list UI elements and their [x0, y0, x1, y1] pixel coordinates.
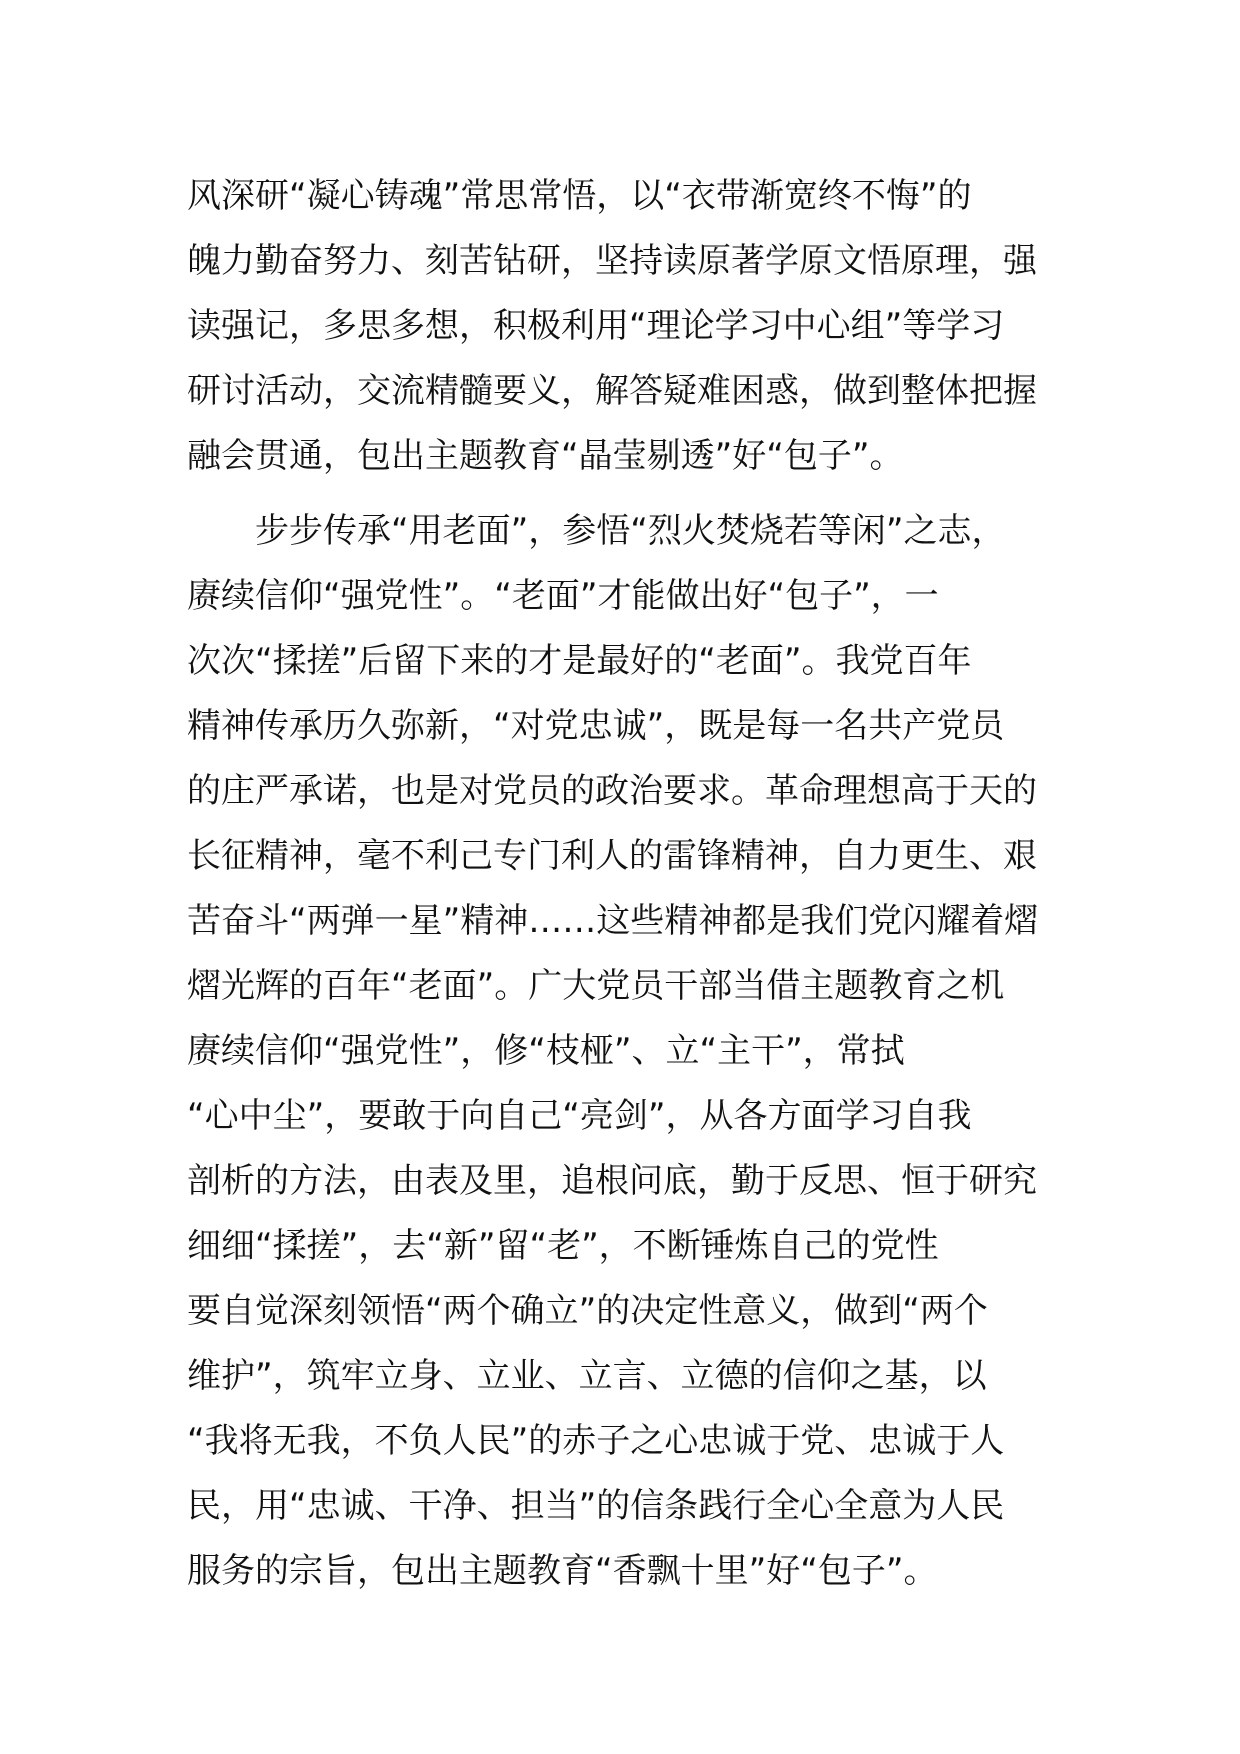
text-line: “心中尘”，要敢于向自己“亮剑”，从各方面学习自我	[187, 1096, 972, 1136]
text-line: 要自觉深刻领悟“两个确立”的决定性意义，做到“两个	[187, 1291, 988, 1331]
text-line: 赓续信仰“强党性”。“老面”才能做出好“包子”，一	[187, 576, 939, 616]
text-line: 维护”，筑牢立身、立业、立言、立德的信仰之基，以	[187, 1356, 987, 1396]
text-line: 细细“揉搓”，去“新”留“老”，不断锤炼自己的党性	[187, 1226, 939, 1266]
text-line: 精神传承历久弥新，“对党忠诚”，既是每一名共产党员	[187, 706, 1005, 746]
text-line: 民，用“忠诚、干净、担当”的信条践行全心全意为人民	[187, 1486, 1005, 1526]
text-line: 魄力勤奋努力、刻苦钻研，坚持读原著学原文悟原理，强	[187, 241, 1037, 281]
text-line: “我将无我，不负人民”的赤子之心忠诚于党、忠诚于人	[187, 1421, 1005, 1461]
text-line: 读强记，多思多想，积极利用“理论学习中心组”等学习	[187, 306, 1005, 346]
paragraph-2	[187, 499, 1067, 1604]
paragraph-1	[187, 164, 1067, 489]
text-line: 融会贯通，包出主题教育“晶莹剔透”好“包子”。	[187, 436, 904, 476]
text-line: 服务的宗旨，包出主题教育“香飘十里”好“包子”。	[187, 1551, 938, 1591]
text-line: 长征精神，毫不利己专门利人的雷锋精神，自力更生、艰	[187, 836, 1037, 876]
paragraph-spacer	[187, 489, 1067, 499]
text-line: 剖析的方法，由表及里，追根问底，勤于反思、恒于研究	[187, 1161, 1037, 1201]
text-line: 苦奋斗“两弹一星”精神……这些精神都是我们党闪耀着熠	[187, 901, 1039, 941]
text-line: 步步传承“用老面”，参悟“烈火焚烧若等闲”之志，	[255, 511, 1006, 551]
text-line: 风深研“凝心铸魂”常思常悟，以“衣带渐宽终不悔”的	[187, 176, 972, 216]
document-body	[187, 164, 1067, 1604]
text-line: 赓续信仰“强党性”，修“枝桠”、立“主干”，常拭	[187, 1031, 905, 1071]
text-line: 次次“揉搓”后留下来的才是最好的“老面”。我党百年	[187, 641, 972, 681]
text-line: 的庄严承诺，也是对党员的政治要求。革命理想高于天的	[187, 771, 1037, 811]
text-line: 熠光辉的百年“老面”。广大党员干部当借主题教育之机	[187, 966, 1005, 1006]
text-line: 研讨活动，交流精髓要义，解答疑难困惑，做到整体把握	[187, 371, 1037, 411]
